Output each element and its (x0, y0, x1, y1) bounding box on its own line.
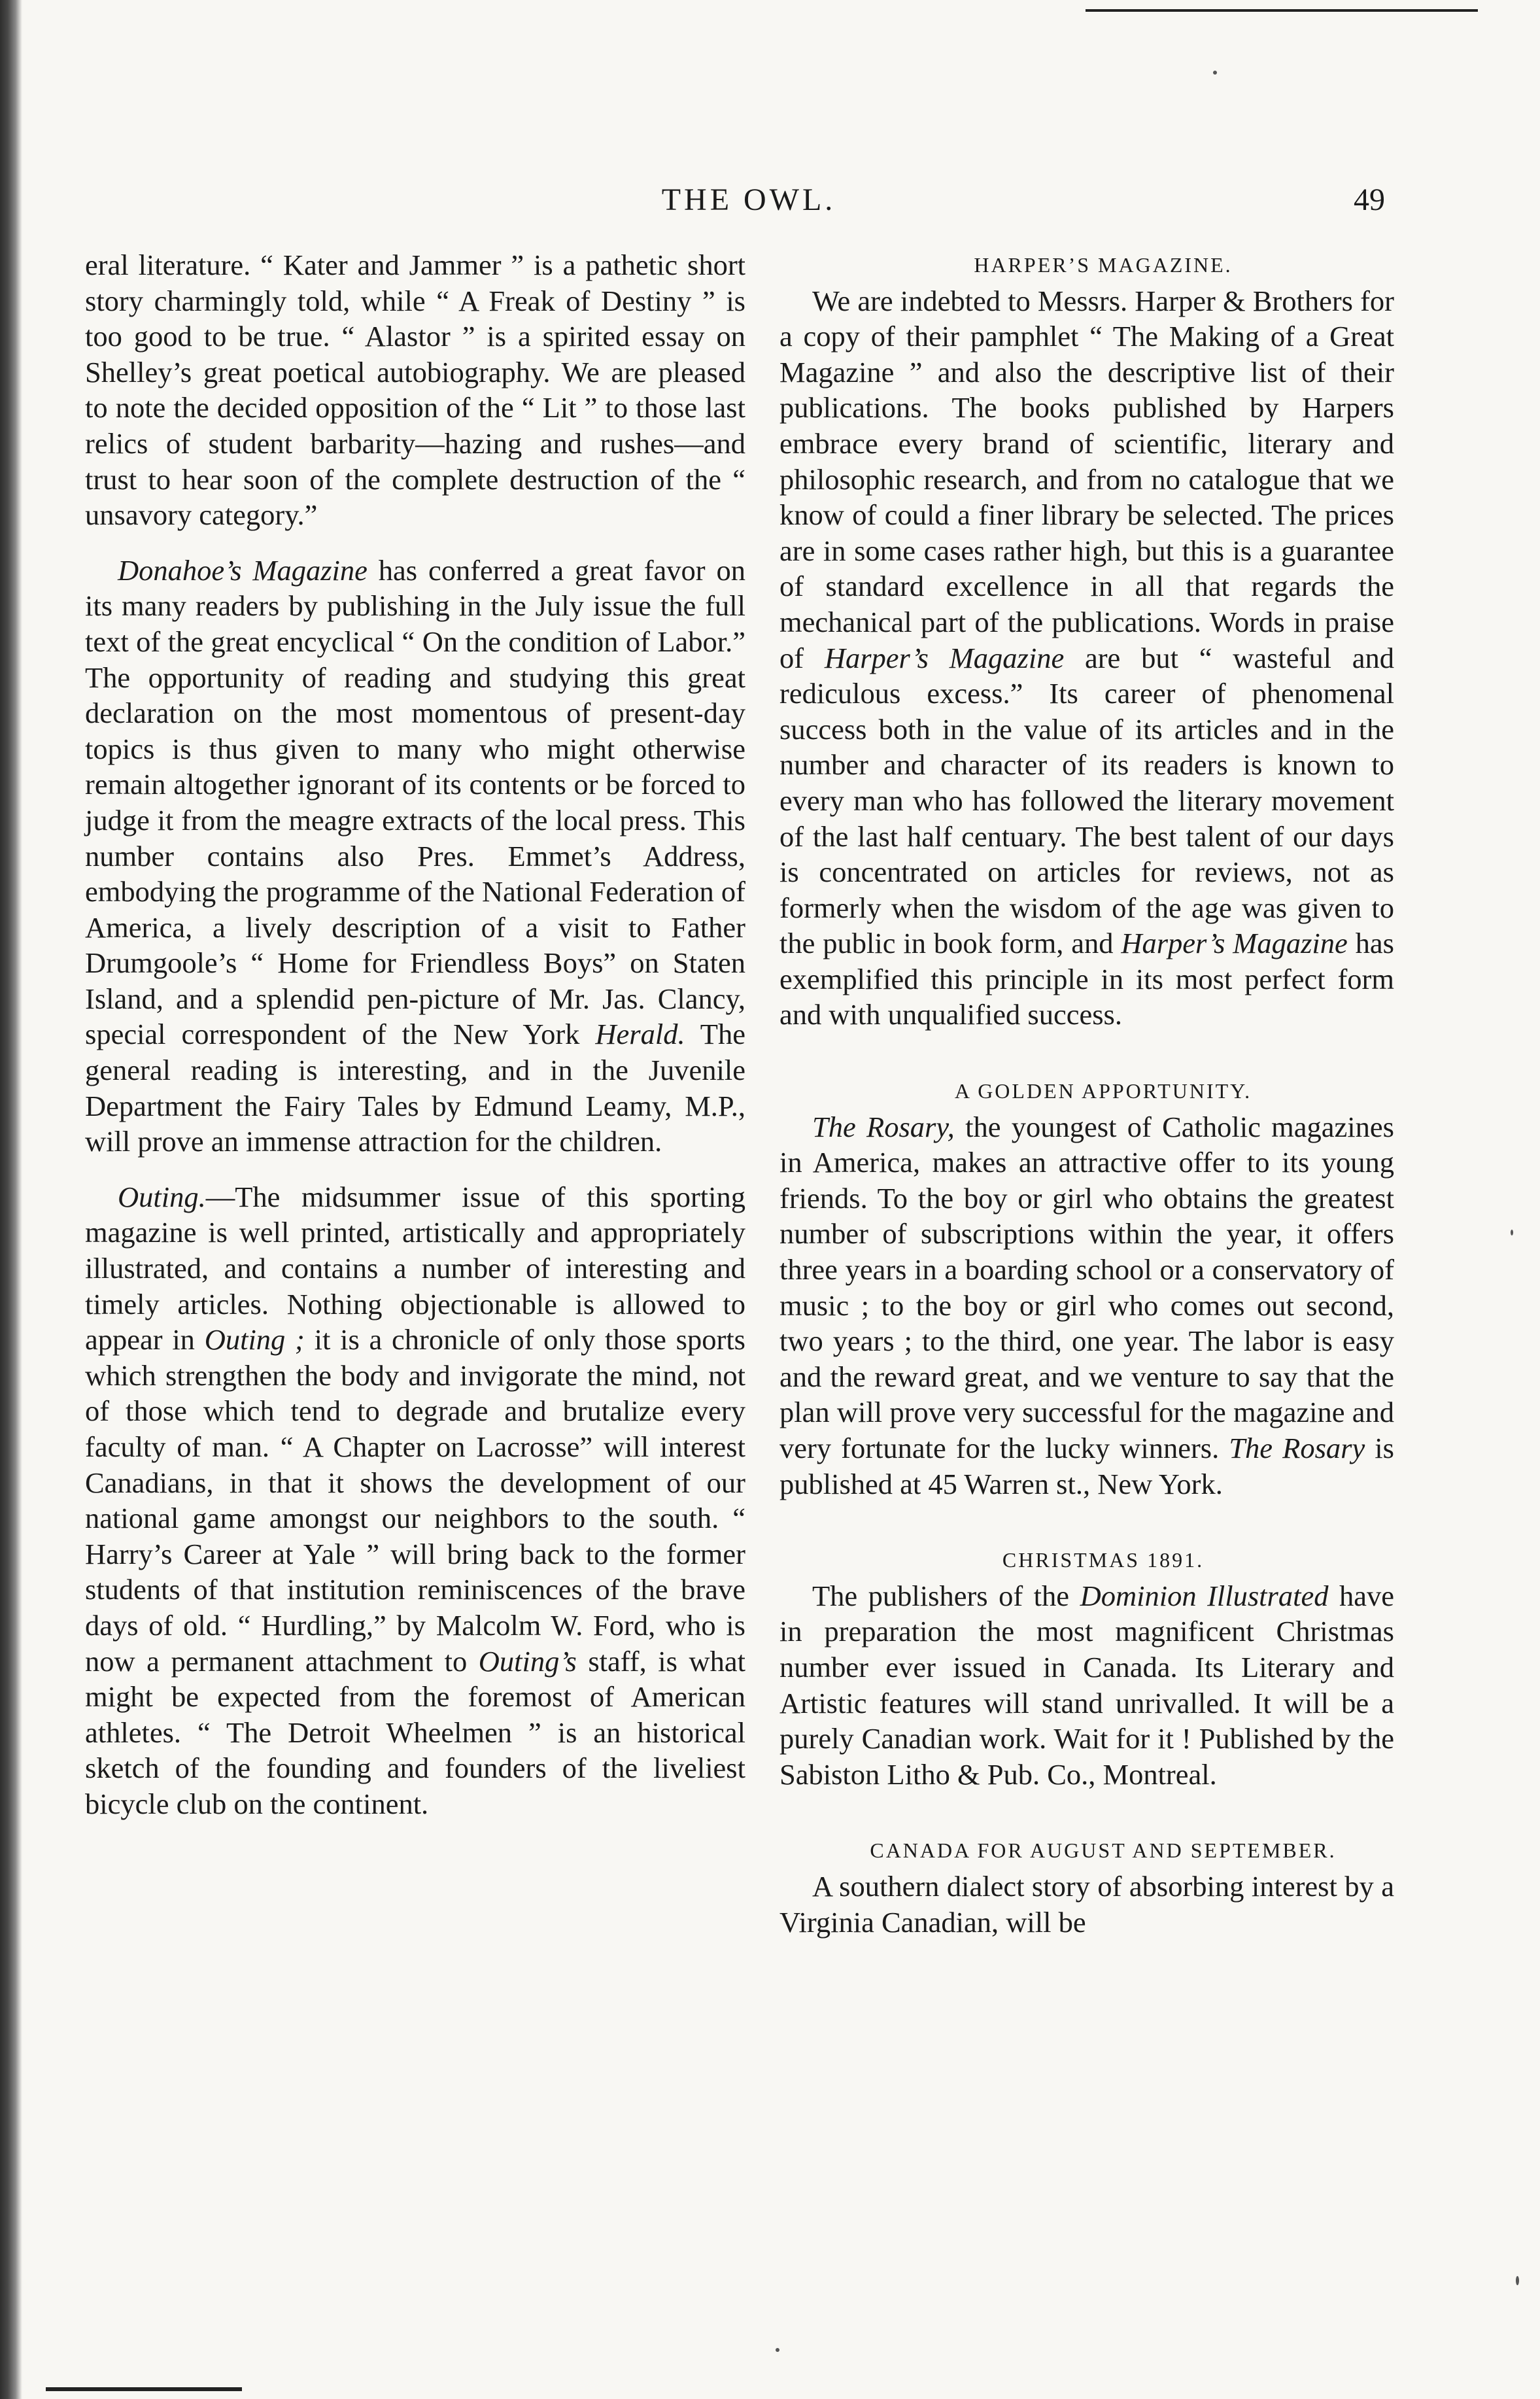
scan-speck (776, 2348, 779, 2352)
running-title: THE OWL. (661, 182, 836, 217)
section-heading-canada: CANADA FOR AUGUST AND SEPTEMBER. (870, 1838, 1337, 1863)
paragraph-literature: eral literature. “ Kater and Jammer ” is a pathetic short story charmingly told, while “ A Freak of Destiny ” is too good to be true. “ Alastor ” is a spirited essay on Shelley’s great poetical autobiography. We are pleased to note the decided opposition of the “ Lit ” to those last relics of student barbarity—hazing and rushes—and trust to hear soon of the complete destruction of the “ unsavory category.” (85, 249, 745, 532)
section-heading-golden-apportunity: A GOLDEN APPORTUNITY. (954, 1079, 1252, 1103)
magazine-title: Outing. (118, 1180, 206, 1213)
paragraph-outing: Outing.—The midsummer issue of this sporting magazine is well printed, artistically and appropriately illustrated, and contains a number of interesting and timely articles. Nothing objectionable is allowed to appear in Outing ; it is a chronicle of only those sports which strengthen the body and invigorate the mind, not of those which tend to degrade and brutalize every faculty of man. “ A Chapter on Lacrosse” will interest Canadians, in that it shows the development of our national game amongst our neighbors to the south. “ Harry’s Career at Yale ” will bring back to the former students of that institution reminiscences of the brave days of old. “ Hurdling,” by Malcolm W. Ford, who is now a permanent attachment to Outing’s staff, is what might be expected from the foremost of American athletes. “ The Detroit Wheelmen ” is an historical sketch of the founding and founders of the liveliest bicycle club on the continent. (85, 1180, 746, 1820)
paragraph-rosary: The Rosary, the youngest of Catholic magazines in America, makes an attractive offer to its young friends. To the boy or girl who obtains the greatest number of subscriptions within the year, it offers three years in a boarding school or a conservatory of music ; to the boy or girl who comes out second, two years ; to the third, one year. The labor is easy and the reward great, and we venture to say that the plan will prove very successful for the magazine and very fortunate for the lucky winners. The Rosary is published at 45 Warren st., New York. (779, 1110, 1394, 1500)
right-column (779, 247, 1394, 1940)
magazine-title: Harper’s Magazine (1121, 927, 1348, 960)
paragraph-canada: A southern dialect story of absorbing interest by a Virginia Canadian, will be (779, 1869, 1394, 1939)
top-rule (1086, 9, 1478, 12)
paragraph-christmas: The publishers of the Dominion Illustrated have in preparation the most magnificent Christmas number ever issued in Canada. Its Literary and Artistic features will stand unrivalled. It will be a purely Canadian work. Wait for it ! Published by the Sabiston Litho & Pub. Co., Montreal. (779, 1579, 1394, 1791)
section-heading-harpers: HARPER’S MAGAZINE. (974, 253, 1233, 277)
magazine-title: Donahoe’s Magazine (118, 553, 368, 587)
paragraph-donahoes-magazine: Donahoe’s Magazine has conferred a great favor on its many readers by publishing in the July issue the full text of the great encyclical “ On the condition of Labor.” The opportunity of reading and studying this great declaration on the most momentous of present-day topics is thus given to many who might otherwise remain altogether ignorant of its contents or be forced to judge it from the meagre extracts of the local press. This number contains also Pres. Emmet’s Address, embodying the programme of the National Federation of America, a lively description of a visit to Father Drumgoole’s “ Home for Friendless Boys” on Staten Island, and a splendid pen-picture of Mr. Jas. Clancy, special correspondent of the New York Herald. The general reading is interesting, and in the Juvenile Department the Fairy Tales by Edmund Leamy, M.P., will prove an immense attraction for the children. (85, 553, 745, 1158)
scan-speck (1516, 2276, 1519, 2285)
magazine-title: The Rosary (1229, 1432, 1365, 1464)
page-number: 49 (1354, 182, 1385, 217)
scan-speck (1511, 1230, 1513, 1235)
magazine-title: Outing ; (204, 1323, 305, 1356)
paragraph-harpers: We are indebted to Messrs. Harper & Brothers for a copy of their pamphlet “ The Making of a Great Magazine ” and also the descriptive list of their publications. The books published by Harpers embrace every brand of scientific, literary and philosophic research, and from no catalogue that we know of could a finer library be selected. The prices are in some cases rather high, but this is a guarantee of standard excellence in all that regards the mechanical part of the publications. Words in praise of Harper’s Magazine are but “ wasteful and rediculous excess.” Its career of phenomenal success both in the value of its articles and in the number and character of its readers is known to every man who has followed the literary movement of the last half centuary. The best talent of our days is concentrated on articles for reviews, not as formerly when the wisdom of the age was given to the public in book form, and Harper’s Magazine has exemplified this principle in its most perfect form and with unqualified success. (779, 284, 1394, 1031)
magazine-title: The Rosary, (812, 1110, 955, 1143)
magazine-title: Dominion Illustrated (1080, 1579, 1329, 1612)
magazine-title: Outing’s (478, 1644, 577, 1678)
scan-speck (1213, 71, 1217, 75)
page-header (0, 175, 1540, 228)
newspaper-title: Herald. (595, 1018, 685, 1051)
left-column (85, 247, 745, 1822)
magazine-title: Harper’s Magazine (824, 641, 1065, 674)
section-heading-christmas: CHRISTMAS 1891. (1002, 1548, 1205, 1572)
scan-binding-edge (0, 0, 22, 2399)
bottom-rule (46, 2387, 242, 2391)
